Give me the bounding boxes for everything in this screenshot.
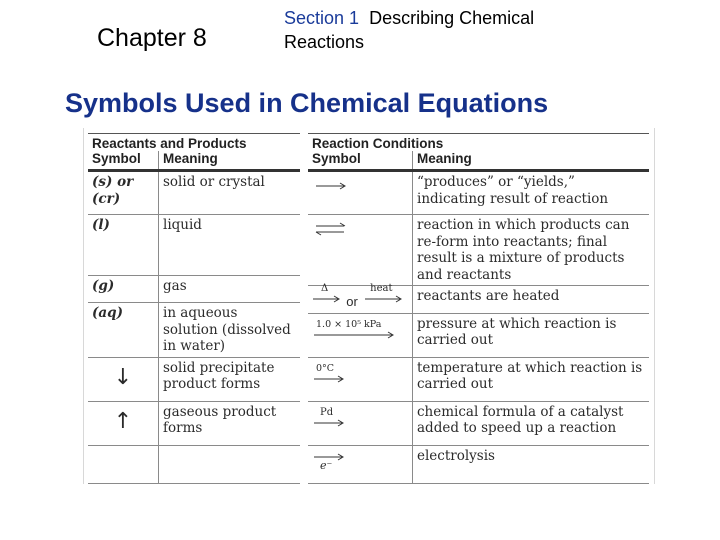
delta-label: Δ xyxy=(321,283,329,294)
symbol-cell: (s) or (cr) xyxy=(88,171,159,215)
symbol-cell: (g) xyxy=(88,276,159,303)
symbol-cell: (aq) xyxy=(88,303,159,358)
electrolysis-arrow-cell xyxy=(308,445,413,483)
right-col-symbol: Symbol xyxy=(308,151,413,171)
heat-word-arrow-icon xyxy=(364,288,402,306)
symbol-cell xyxy=(88,445,159,483)
chapter-label: Chapter 8 xyxy=(97,24,207,52)
symbol-cell: (l) xyxy=(88,215,159,276)
meaning-cell: gas xyxy=(159,276,301,303)
right-col-meaning: Meaning xyxy=(413,151,650,171)
table-row xyxy=(88,276,300,303)
section-heading xyxy=(284,6,614,54)
table-row xyxy=(308,401,649,445)
heat-arrow-cell xyxy=(308,283,413,314)
table-row xyxy=(88,303,300,358)
catalyst-arrow-cell xyxy=(308,401,413,445)
table-row xyxy=(88,445,300,483)
table-row xyxy=(308,171,649,215)
catalyst-label: Pd xyxy=(320,406,334,418)
pressure-label: 1.0 × 10⁵ kPa xyxy=(316,318,382,330)
meaning-cell: “produces” or “yields,” indicating result of reaction xyxy=(413,171,650,215)
table-row xyxy=(308,215,649,286)
table-row xyxy=(88,215,300,276)
meaning-cell: solid precipitate product forms xyxy=(159,357,301,401)
meaning-cell: gaseous product forms xyxy=(159,401,301,445)
or-label: or xyxy=(346,294,358,309)
pressure-arrow-icon xyxy=(312,320,394,346)
section-number: Section 1 xyxy=(284,8,360,28)
table-row xyxy=(88,357,300,401)
temperature-arrow-cell xyxy=(308,357,413,401)
table-row xyxy=(308,445,649,483)
yields-arrow-cell xyxy=(308,171,413,215)
left-col-symbol: Symbol xyxy=(88,151,159,171)
meaning-cell: reactants are heated xyxy=(413,286,650,314)
precipitate-arrow-cell xyxy=(88,357,159,401)
heat-arrow-icon xyxy=(312,288,340,306)
meaning-cell: electrolysis xyxy=(413,445,650,483)
left-col-meaning: Meaning xyxy=(159,151,301,171)
table-row xyxy=(88,401,300,445)
table-row xyxy=(308,286,649,314)
yields-arrow-icon xyxy=(312,175,400,197)
meaning-cell: solid or crystal xyxy=(159,171,301,215)
table-row xyxy=(308,357,649,401)
heat-label: heat xyxy=(370,283,393,294)
reactants-products-header: Reactants and Products xyxy=(88,134,300,152)
catalyst-arrow-icon xyxy=(312,408,344,434)
electron-label: e⁻ xyxy=(320,458,333,472)
table-row xyxy=(88,171,300,215)
temperature-label: 0°C xyxy=(316,362,335,374)
up-arrow-icon: ↑ xyxy=(113,408,133,434)
reaction-conditions-table xyxy=(308,133,649,484)
reaction-conditions-panel xyxy=(308,133,649,482)
gas-arrow-cell xyxy=(88,401,159,445)
reaction-conditions-header: Reaction Conditions xyxy=(308,134,649,152)
reactants-products-table xyxy=(88,133,300,484)
temperature-arrow-icon xyxy=(312,364,344,390)
meaning-cell: liquid xyxy=(159,215,301,276)
reactants-products-panel xyxy=(88,133,300,482)
symbols-table xyxy=(83,128,655,484)
meaning-cell: temperature at which reaction is carried out xyxy=(413,357,650,401)
section-title: Describing Chemical Reactions xyxy=(284,8,535,52)
meaning-cell: chemical formula of a catalyst added to speed up a reaction xyxy=(413,401,650,445)
reversible-arrow-cell xyxy=(308,215,413,286)
meaning-cell: pressure at which reaction is carried out xyxy=(413,313,650,357)
reversible-arrow-icon xyxy=(312,218,400,240)
down-arrow-icon: ↓ xyxy=(113,364,133,390)
meaning-cell xyxy=(159,445,301,483)
pressure-arrow-cell xyxy=(308,313,413,357)
meaning-cell: reaction in which products can re-form into reactants; final result is a mixture of products and reactants xyxy=(413,215,650,286)
meaning-cell: in aqueous solution (dissolved in water) xyxy=(159,303,301,358)
table-row xyxy=(308,313,649,357)
slide-title: Symbols Used in Chemical Equations xyxy=(65,88,549,118)
